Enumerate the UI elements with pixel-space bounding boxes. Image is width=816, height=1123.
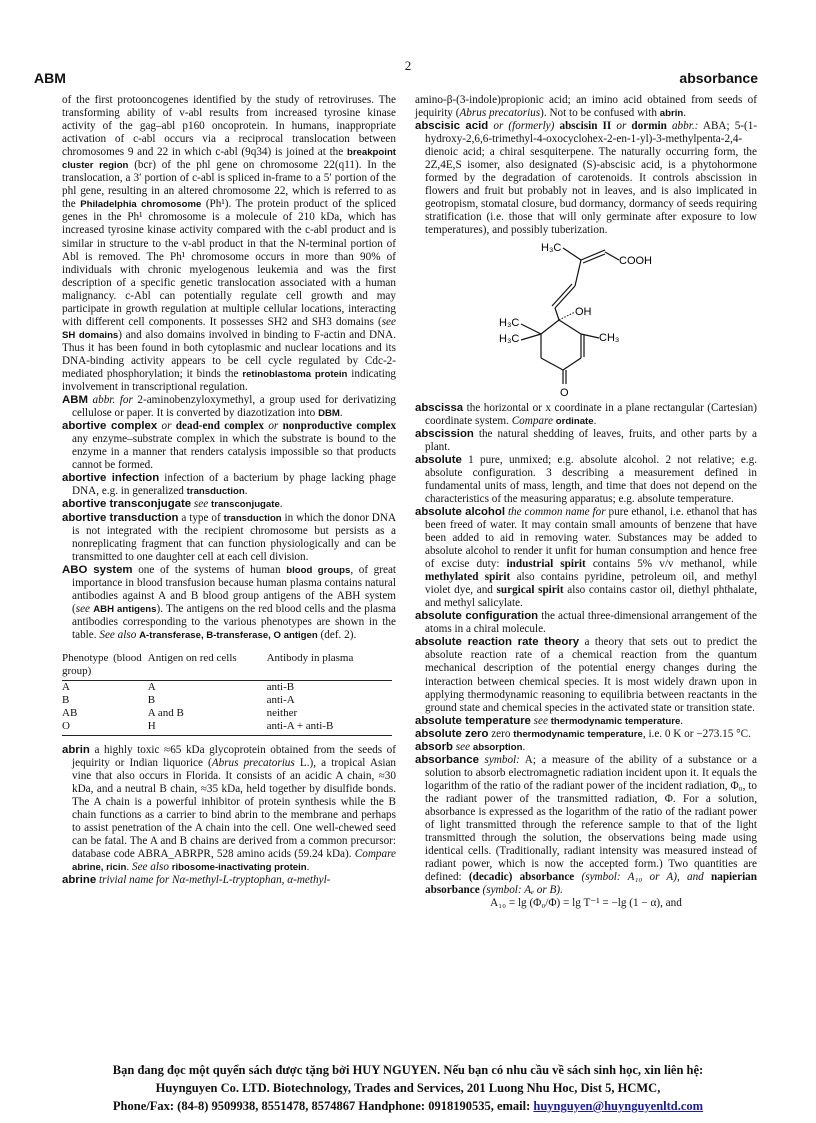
- table-row: [62, 680, 392, 694]
- table-cell: anti-A + anti-B: [267, 720, 392, 736]
- entry-abm: ABM abbr. for 2-aminobenzyloxymethyl, a group used for derivatizing cellulose or paper. It is converted by diazotization into DBM.: [62, 394, 396, 420]
- table-row: [62, 720, 392, 736]
- left-column: [62, 94, 396, 887]
- methyl-label: H₃C: [499, 332, 520, 345]
- entry-abscission: abscission the natural shedding of leaves, fruits, and other parts by a plant.: [415, 427, 757, 453]
- absorbance-equation: A₁₀ = lg (Φ₀/Φ) = lg T⁻¹ = −lg (1 − α), and: [490, 897, 682, 910]
- table-cell: AB: [62, 706, 78, 719]
- table-header: Antibody in plasma: [267, 652, 392, 681]
- footer-contact: Phone/Fax: (84-8) 9509938, 8551478, 8574867 Handphone: 0918190535, email: huynguyen@huynguyenltd.com: [112, 1099, 704, 1113]
- email-link[interactable]: huynguyen@huynguyenltd.com: [533, 1099, 704, 1113]
- entry-abortive-complex: abortive complex or dead-end complex or nonproductive complex any enzyme–substrate complex in which the substrate is bound to the enzyme in a manner that renders catalysis impossible so that products cannot be formed.: [62, 420, 397, 472]
- table-cell: B: [147, 693, 156, 706]
- oxo-label: O: [560, 386, 569, 399]
- entry-absorb: absorb see absorption.: [415, 740, 526, 753]
- table-header: Antigen on red cells: [148, 652, 267, 681]
- table-cell: anti-A: [266, 693, 295, 706]
- entry-abortive-transconjugate: abortive transconjugate see transconjugate.: [62, 498, 283, 511]
- table-cell: anti-B: [267, 680, 392, 694]
- entry-absolute-configuration: absolute configuration the actual three-dimensional arrangement of the atoms in a chiral molecule.: [415, 610, 757, 636]
- entry-abrin: abrin a highly toxic ≈65 kDa glycoprotein obtained from the seeds of jequirity or Indian liquorice (Abrus precatorius L.), a tropical Asian vine that also occurs in Florida. It consists of an acidic A chain, ≈30 kDa, and a neutral B chain, ≈35 kDa, held together by disulfide bonds. The A chain is a powerful inhibitor of protein synthesis while the B chain functions as a carrier to bind abrin to the membrane and perhaps to assist penetration of the A chain into the cell. One well-chewed seed can be fatal. The A and B chains are derived from a common precursor: database code ABRA_ABRPR, 528 amino acids (59.24 kDa). Compare abrine, ricin. See also ribosome-inactivating protein.: [62, 743, 397, 874]
- table-cell: A and B: [147, 706, 184, 719]
- methyl-label: H₃C: [541, 241, 562, 254]
- footer-notice: Bạn đang đọc một quyển sách được tặng bởi HUY NGUYEN. Nếu bạn có nhu cầu về sách sinh học, xin liên hệ:: [112, 1063, 704, 1077]
- entry-absolute: absolute 1 pure, unmixed; e.g. absolute alcohol. 2 not relative; e.g. absolute configuration. 3 describing a measurement defined in fundamental units of mass, length, and time that does not depend on the characteristics of the measuring apparatus; e.g. absolute temperature.: [415, 453, 757, 505]
- entry-abrine: abrine trivial name for Nα-methyl-L-tryptophan, α-methyl-: [62, 874, 331, 887]
- running-head-left: ABM: [34, 70, 66, 86]
- table-header: Phenotype (blood group): [62, 652, 148, 681]
- entry-abscisic-acid: abscisic acid or (formerly) abscisin II or dormin abbr.: ABA; 5-(1-hydroxy-2,6,6-trimethyl-4-oxocyclohex-2-en-1-yl)-3-methylpenta-2,4-dienoic acid; a chiral sesquiterpene. The naturally occurring form, the 2Z,4E,S isomer, also designated (S)-abscisic acid, is a phytohormone formed by the degradation of carotenoids. It controls abscission in flowers and fruit but probably not in leaves, and is also implicated in geotropism, stomatal closure, bud dormancy, dormancy of seeds requiring stratification (i.e. those that will only germinate after exposure to low temperatures), and possibly tuberization.: [415, 120, 758, 237]
- entry-abl-continued: of the first protooncogenes identified by the study of retroviruses. The transforming ability of v-abl results from increased tyrosine kinase activity of the gag–abl p160 oncoprotein. In humans, inappropriate activation of c-abl occurs via a reciprocal translocation between chromosomes 9 and 22 in which c-abl (9q34) is joined at the breakpoint cluster region (bcr) of the phl gene on chromosome 22(q11). In the translocation, a 3′ portion of c-abl is spliced in-frame to a 5′ portion of the phl gene, resulting in an altered chromosome 22, which is referred to as the Philadelphia chromosome (Ph¹). The protein product of the spliced genes in the Ph¹ chromosome is a molecule of 210 kDa, which has increased tyrosine kinase activity compared with the c-abl product and is similar in structure to the v-abl product in that the N-terminal portion of Abl is removed. The Ph¹ chromosome occurs in more than 90% of individuals with chronic myelogenous leukemia and was the first description of a specific genetic translocation associated with a human malignancy. c-Abl can potentially regulate cell growth and may participate in growth regulation at multiple cellular locations, interacting with different cell components. It possesses SH2 and SH3 domains (see SH domains) and also domains involved in binding to F-actin and DNA. Thus it has been found in both cytoplasmic and nuclear locations and its DNA-binding activity appears to be cell cycle regulated by Cdc-2-mediated phosphorylation; it binds the retinoblastoma protein indicating involvement in transcriptional regulation.: [62, 94, 397, 394]
- footer-address: Huynguyen Co. LTD. Biotechnology, Trades and Services, 201 Luong Nhu Hoc, Dist 5, HCMC,: [155, 1081, 661, 1095]
- entry-abrine-continued: amino-β-(3-indole)propionic acid; an imino acid obtained from seeds of jequirity (Abrus precatorius). Not to be confused with abrin.: [415, 94, 757, 120]
- table-cell: B: [62, 693, 70, 706]
- running-head-right: absorbance: [679, 70, 758, 86]
- entry-abortive-infection: abortive infection infection of a bacterium by phage lacking phage DNA, e.g. in generalized transduction.: [62, 472, 396, 498]
- methyl-label: H₃C: [499, 316, 520, 329]
- hydroxyl-label: OH: [575, 305, 592, 318]
- table-cell: H: [148, 720, 267, 736]
- table-cell: A: [148, 680, 267, 694]
- abo-blood-group-table: [62, 652, 392, 736]
- table-row: [62, 707, 392, 720]
- entry-abo-system: ABO system one of the systems of human blood groups, of great importance in blood transfusion because human plasma contains natural antibodies against A and B blood group antigens of the ABH system (see ABH antigens). The antigens on the red blood cells and the plasma antibodies corresponding to the various phenotypes are shown in the table. See also A-transferase, B-transferase, O antigen (def. 2).: [62, 563, 397, 641]
- methyl-label: CH₃: [599, 331, 620, 344]
- entry-absolute-zero: absolute zero zero thermodynamic temperature, i.e. 0 K or −273.15 °C.: [415, 727, 751, 740]
- table-cell: neither: [266, 706, 298, 719]
- page-number: 2: [404, 58, 412, 73]
- entry-absolute-alcohol: absolute alcohol the common name for pure ethanol, i.e. ethanol that has been freed of water. It may contain small amounts of benzene that have been added to aid in removing water. Substances may be added to absolute alcohol to render it unfit for human consumption and hence free of excise duty: industrial spirit contains 5% v/v methanol, while methylated spirit also contains pyridine, petroleum oil, and methyl violet dye, and surgical spirit also contains castor oil, diethyl phthalate, and methyl salicylate.: [415, 505, 758, 610]
- table-row: [62, 694, 392, 707]
- entry-absolute-temperature: absolute temperature see thermodynamic temperature.: [415, 714, 684, 727]
- table-cell: O: [62, 720, 148, 736]
- right-column: [415, 94, 757, 910]
- table-cell: A: [62, 680, 148, 694]
- abscisic-acid-structure: [415, 242, 757, 400]
- entry-absorbance: absorbance symbol: A; a measure of the ability of a substance or a solution to absorb electromagnetic radiation incident upon it. It equals the logarithm of the ratio of the radiant power of the incident radiation, Φ₀, to the radiant power of the transmitted radiation, Φ. For a solution, absorbance is expressed as the logarithm of the ratio of the radiant power of light transmitted through the reference sample to that of the light transmitted through the solution, the observations being made using identical cells. (Traditionally, radiant intensity was measured instead of radiant power, which is now the accepted form.) Two quantities are defined: (decadic) absorbance (symbol: A₁₀ or A), and napierian absorbance (symbol: Aₑ or B).: [415, 753, 758, 897]
- carboxyl-label: COOH: [619, 254, 652, 267]
- entry-absolute-reaction-rate-theory: absolute reaction rate theory a theory that sets out to predict the absolute reaction rate of a chemical reaction from the quantum mechanical description of the potential energy changes during the interaction between chemical species. It is most widely drawn upon in applying thermodynamic reasoning to equilibria between reactants in the ground state and chemical species in the activated state or transition state.: [415, 636, 757, 714]
- entry-abscissa: abscissa the horizontal or x coordinate in a plane rectangular (Cartesian) coordinate system. Compare ordinate.: [415, 401, 757, 427]
- entry-abortive-transduction: abortive transduction a type of transduction in which the donor DNA is not integrated with the recipient chromosome but persists as a nonreplicating fragment that can function physiologically and can be transmitted to one daughter cell at each cell division.: [62, 511, 397, 563]
